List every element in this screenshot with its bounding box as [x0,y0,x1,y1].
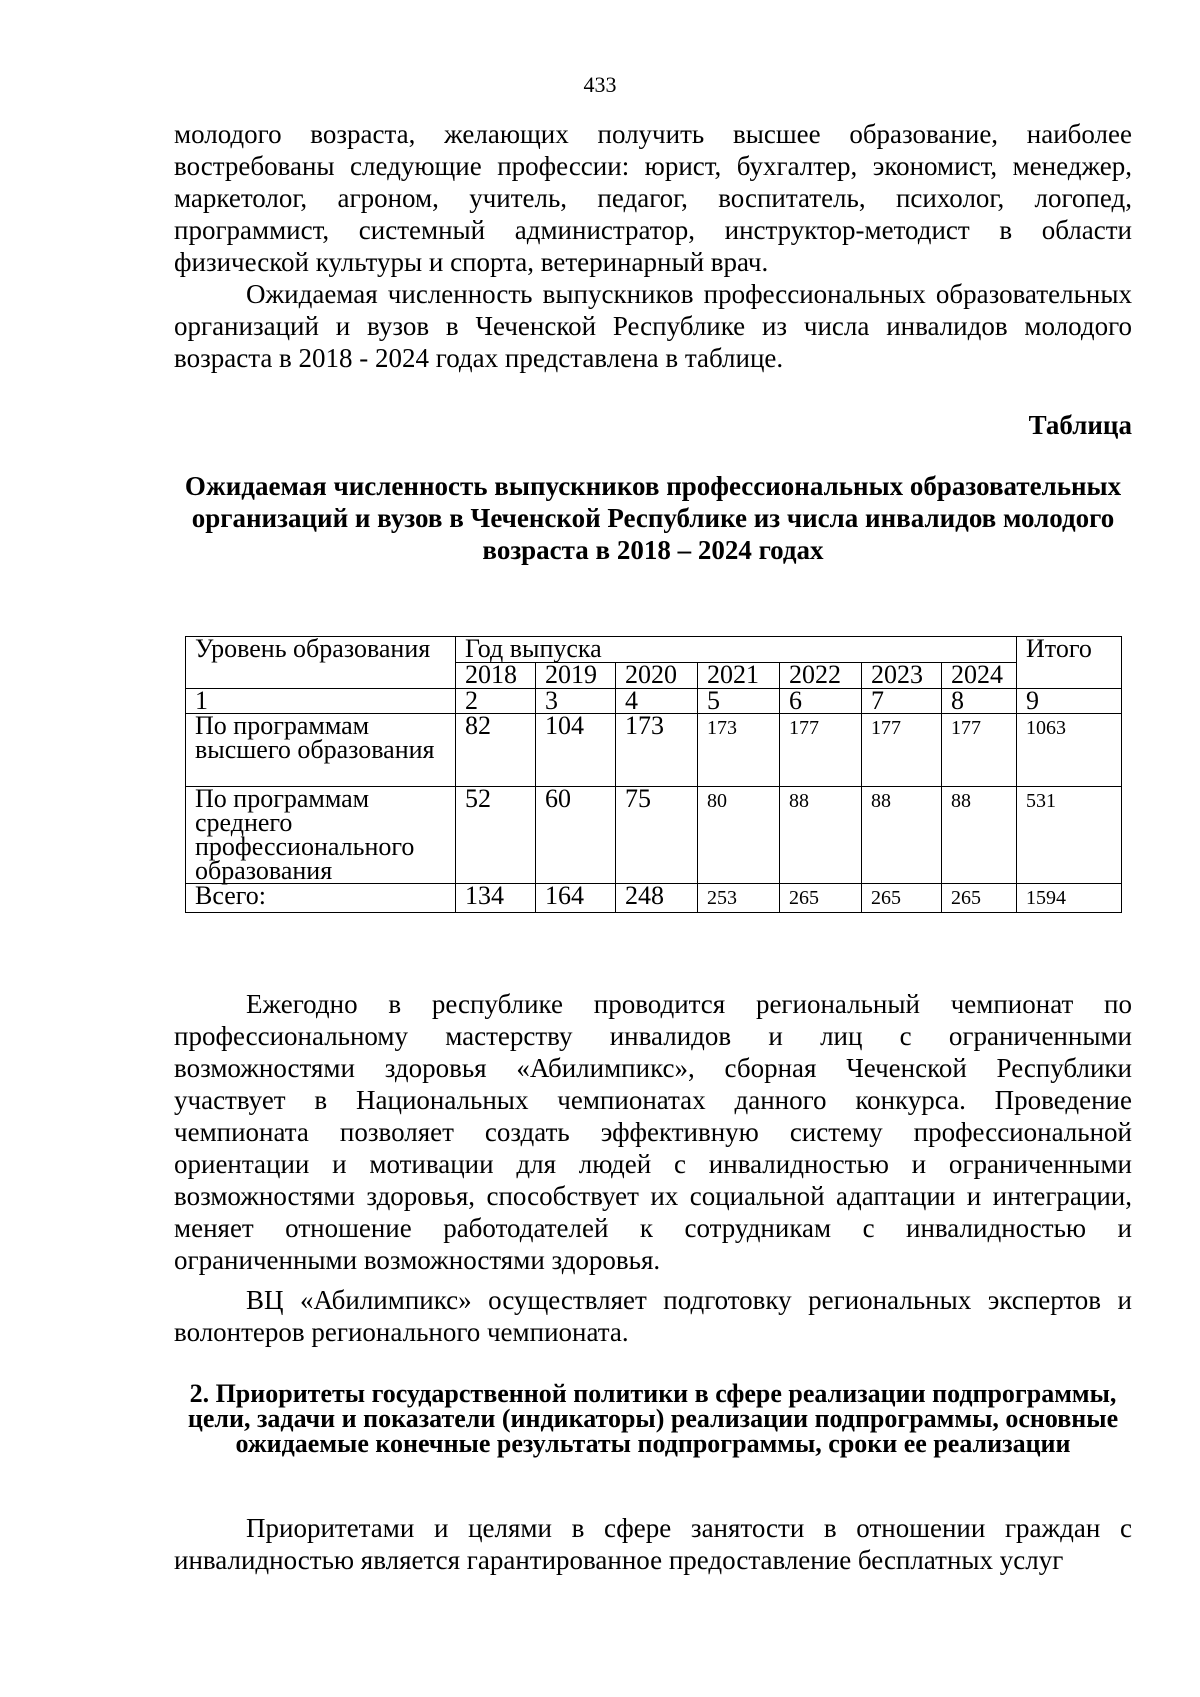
column-number: 1 [186,689,456,714]
column-number: 9 [1017,689,1122,714]
column-number: 8 [942,689,1017,714]
table-cell-total: 1594 [1017,884,1122,913]
header-level: Уровень образования [186,637,456,689]
paragraph-abilympics-center: ВЦ «Абилимпикс» осуществляет подготовку региональных экспертов и волонтеров регионального чемпионата. [174,1285,1132,1347]
table-cell: 265 [942,884,1017,913]
table-cell-total: 1063 [1017,714,1122,787]
table-row-secondary-vocational [186,787,1122,884]
paragraph-abilympics-championship: Ежегодно в республике проводится региональный чемпионат по профессиональному мастерству инвалидов и лиц с ограниченными возможностями здоровья «Абилимпикс», сборная Чеченской Республики участвует в Национальных чемпионатах данного конкурса. Проведение чемпионата позволяет создать эффективную систему профессиональной ориентации и мотивации для людей с инвалидностью и ограниченными возможностями здоровья, способствует их социальной адаптации и интеграции, меняет отношение работодателей к сотрудникам с инвалидностью и ограниченными возможностями здоровья. [174,989,1132,1275]
table-cell: 173 [616,714,698,787]
paragraph-professions: молодого возраста, желающих получить высшее образование, наиболее востребованы следующие профессии: юрист, бухгалтер, экономист, менеджер, маркетолог, агроном, учитель, педагог, воспитатель, психолог, логопед, программист, системный администратор, инструктор-методист в области физической культуры и спорта, ветеринарный врач. [174,119,1132,277]
table-cell: 177 [942,714,1017,787]
row-label: По программам высшего образования [186,714,456,787]
column-number: 7 [862,689,942,714]
table-cell: 248 [616,884,698,913]
table-cell: 265 [862,884,942,913]
table-cell: 75 [616,787,698,884]
table-cell: 265 [780,884,862,913]
page-number: 433 [583,72,617,97]
table-cell: 173 [698,714,780,787]
header-year: 2021 [698,663,780,689]
column-number: 6 [780,689,862,714]
paragraph-graduates-intro: Ожидаемая численность выпускников профессиональных образовательных организаций и вузов в Чеченской Республике из числа инвалидов молодого возраста в 2018 - 2024 годах представлена в таблице. [174,279,1132,373]
row-label: По программам среднего профессионального образования [186,787,456,884]
paragraph-priorities: Приоритетами и целями в сфере занятости в отношении граждан с инвалидностью является гарантированное предоставление бесплатных услуг [174,1513,1132,1575]
table-row-higher-education [186,714,1122,787]
row-label: Всего: [186,884,456,913]
table-cell: 60 [536,787,616,884]
header-year-group: Год выпуска [456,637,1017,663]
table-cell: 88 [780,787,862,884]
table-row-total [186,884,1122,913]
table-cell: 80 [698,787,780,884]
table-cell: 52 [456,787,536,884]
table-cell: 253 [698,884,780,913]
column-number: 5 [698,689,780,714]
table-cell: 104 [536,714,616,787]
table-cell: 82 [456,714,536,787]
table-cell: 134 [456,884,536,913]
column-number: 4 [616,689,698,714]
table-cell-total: 531 [1017,787,1122,884]
column-number: 2 [456,689,536,714]
header-year: 2022 [780,663,862,689]
table-cell: 88 [942,787,1017,884]
table-cell: 177 [862,714,942,787]
section-heading: 2. Приоритеты государственной политики в сфере реализации подпрограммы, цели, задачи и показатели (индикаторы) реализации подпрограммы, основные ожидаемые конечные результаты подпрограммы, сроки ее реализации [187,1379,1119,1458]
table-cell: 88 [862,787,942,884]
column-number: 3 [536,689,616,714]
header-year: 2023 [862,663,942,689]
table-title: Ожидаемая численность выпускников профессиональных образовательных организаций и вузов в Чеченской Республике из числа инвалидов молодого возраста в 2018 – 2024 годах [184,471,1122,565]
header-year: 2024 [942,663,1017,689]
graduates-table [185,636,1121,913]
header-year: 2020 [616,663,698,689]
table-cell: 177 [780,714,862,787]
header-total: Итого [1017,637,1122,689]
header-year: 2019 [536,663,616,689]
table-cell: 164 [536,884,616,913]
header-year: 2018 [456,663,536,689]
table-label: Таблица [1028,410,1132,440]
